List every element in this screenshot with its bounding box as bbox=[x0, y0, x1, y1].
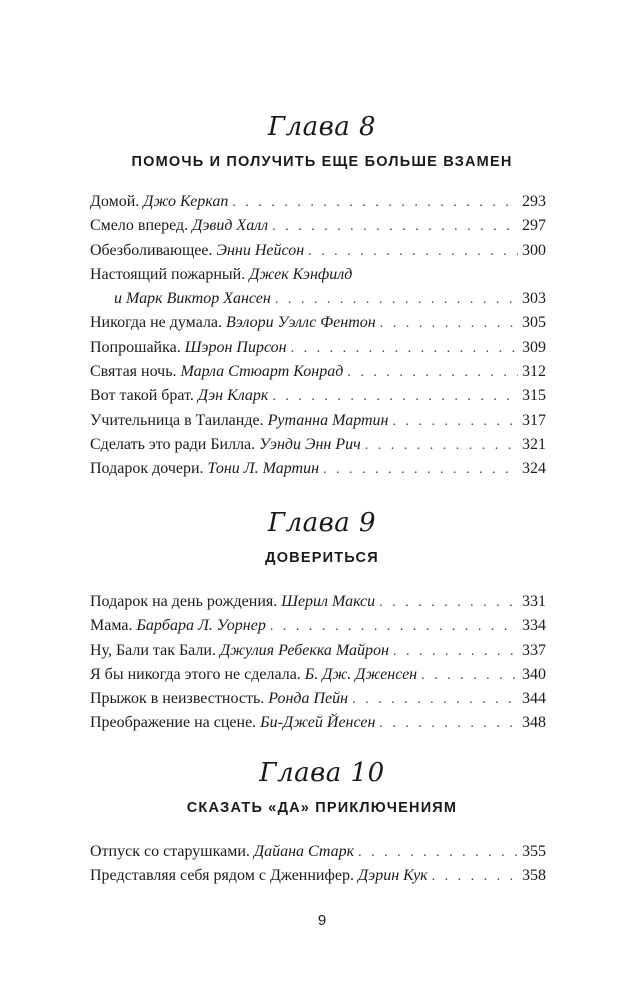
toc-entry[interactable] bbox=[90, 192, 546, 216]
entry-title: Смело вперед. bbox=[90, 217, 189, 235]
entry-page: 324 bbox=[522, 460, 546, 478]
dot-leader bbox=[308, 242, 518, 262]
entry-author: Джулия Ребекка Майрон bbox=[219, 641, 389, 659]
entry-author: Б. Дж. Дженсен bbox=[304, 665, 418, 683]
toc-entry[interactable] bbox=[90, 241, 546, 265]
toc-entry[interactable] bbox=[90, 592, 546, 616]
entry-author: Джек Кэнфилд bbox=[249, 265, 353, 283]
dot-leader bbox=[379, 593, 518, 613]
toc-entry[interactable] bbox=[90, 641, 546, 665]
toc-entry[interactable] bbox=[90, 386, 546, 410]
entry-page: 344 bbox=[522, 690, 546, 708]
entry-page: 303 bbox=[522, 289, 546, 307]
entry-title: Обезболивающее. bbox=[90, 241, 213, 259]
entry-author: Рутанна Мартин bbox=[267, 411, 389, 429]
entry-page: 300 bbox=[522, 241, 546, 259]
entry-title: Отпуск со старушками. bbox=[90, 843, 250, 860]
entry-page: 348 bbox=[522, 714, 546, 732]
entry-author: Шерил Макси bbox=[281, 593, 376, 610]
toc-entry[interactable] bbox=[90, 866, 546, 890]
toc-entry[interactable] bbox=[90, 265, 546, 314]
entry-author: Шэрон Пирсон bbox=[184, 338, 287, 356]
toc-entry[interactable] bbox=[90, 362, 546, 386]
toc-entry[interactable] bbox=[90, 313, 546, 337]
entry-author: Дэрин Кук bbox=[357, 867, 428, 885]
page-number: 9 bbox=[317, 912, 327, 929]
entry-page: 309 bbox=[522, 338, 546, 356]
toc-entry[interactable] bbox=[90, 713, 546, 737]
entry-author: Энни Нейсон bbox=[216, 241, 305, 259]
entry-title: Учительница в Таиланде. bbox=[90, 411, 264, 429]
entry-page: 334 bbox=[522, 617, 546, 635]
entry-author: Вэлори Уэллс Фентон bbox=[226, 314, 376, 332]
entry-page: 293 bbox=[522, 193, 546, 210]
entry-title: Попрошайка. bbox=[90, 338, 181, 356]
dot-leader bbox=[291, 339, 518, 359]
entry-author-continued: и Марк Виктор Хансен bbox=[114, 289, 271, 307]
dot-leader bbox=[352, 690, 518, 710]
entry-page: 358 bbox=[522, 867, 546, 885]
entry-title: Я бы никогда этого не сделала. bbox=[90, 665, 301, 683]
dot-leader bbox=[380, 314, 518, 334]
entry-title: Прыжок в неизвестность. bbox=[90, 690, 265, 708]
dot-leader bbox=[393, 642, 518, 662]
toc-entry[interactable] bbox=[90, 411, 546, 435]
entry-title: Домой. bbox=[90, 193, 140, 210]
entry-author: Дэн Кларк bbox=[197, 387, 269, 405]
entry-title: Подарок на день рождения. bbox=[90, 593, 278, 610]
dot-leader bbox=[275, 290, 518, 310]
entry-page: 317 bbox=[522, 411, 546, 429]
entry-page: 312 bbox=[522, 363, 546, 381]
entry-page: 337 bbox=[522, 641, 546, 659]
entry-title: Подарок дочери. bbox=[90, 460, 204, 478]
chapter-10-toc bbox=[90, 842, 546, 891]
entry-author: Би-Джей Йенсен bbox=[260, 714, 376, 732]
entry-title: Ну, Бали так Бали. bbox=[90, 641, 216, 659]
entry-page: 297 bbox=[522, 217, 546, 235]
toc-entry[interactable] bbox=[90, 665, 546, 689]
toc-entry[interactable] bbox=[90, 459, 546, 483]
dot-leader bbox=[347, 363, 518, 383]
entry-author: Дайана Старк bbox=[253, 843, 355, 860]
entry-title: Мама. bbox=[90, 617, 133, 635]
chapter-9-toc bbox=[90, 592, 546, 738]
dot-leader bbox=[272, 387, 518, 407]
entry-author: Уэнди Энн Рич bbox=[259, 435, 361, 453]
entry-page: 331 bbox=[522, 593, 546, 610]
entry-title: Представляя себя рядом с Дженнифер. bbox=[90, 867, 354, 885]
toc-entry[interactable] bbox=[90, 216, 546, 240]
entry-page: 340 bbox=[522, 665, 546, 683]
dot-leader bbox=[323, 460, 518, 480]
chapter-9-title: Глава 9 bbox=[267, 508, 377, 538]
chapter-8-subtitle: ПОМОЧЬ И ПОЛУЧИТЬ ЕЩЕ БОЛЬШЕ ВЗАМЕН bbox=[131, 154, 513, 170]
dot-leader bbox=[421, 666, 518, 686]
toc-entry[interactable] bbox=[90, 689, 546, 713]
entry-author: Барбара Л. Уорнер bbox=[136, 617, 266, 635]
dot-leader bbox=[358, 843, 518, 863]
toc-entry[interactable] bbox=[90, 616, 546, 640]
dot-leader bbox=[232, 193, 518, 213]
entry-author: Джо Керкап bbox=[143, 193, 229, 210]
chapter-10-subtitle: СКАЗАТЬ «ДА» ПРИКЛЮЧЕНИЯМ bbox=[186, 800, 458, 816]
entry-title: Настоящий пожарный. bbox=[90, 265, 246, 283]
entry-author: Марла Стюарт Конрад bbox=[180, 363, 344, 381]
entry-page: 355 bbox=[522, 843, 546, 860]
entry-title: Преображение на сцене. bbox=[90, 714, 257, 732]
dot-leader bbox=[365, 436, 518, 456]
entry-title: Никогда не думала. bbox=[90, 314, 223, 332]
toc-entry[interactable] bbox=[90, 842, 546, 866]
dot-leader bbox=[270, 617, 518, 637]
chapter-8-title: Глава 8 bbox=[267, 112, 377, 142]
dot-leader bbox=[272, 217, 518, 237]
entry-author: Ронда Пейн bbox=[268, 690, 349, 708]
dot-leader bbox=[379, 714, 518, 734]
dot-leader bbox=[392, 412, 518, 432]
entry-author: Тони Л. Мартин bbox=[207, 460, 320, 478]
chapter-8-toc bbox=[90, 192, 546, 484]
toc-entry[interactable] bbox=[90, 435, 546, 459]
entry-page: 305 bbox=[522, 314, 546, 332]
entry-title: Сделать это ради Билла. bbox=[90, 435, 256, 453]
dot-leader bbox=[432, 867, 518, 887]
entry-page: 315 bbox=[522, 387, 546, 405]
entry-page: 321 bbox=[522, 435, 546, 453]
chapter-10-title: Глава 10 bbox=[259, 758, 385, 788]
entry-title: Вот такой брат. bbox=[90, 387, 194, 405]
entry-author: Дэвид Халл bbox=[192, 217, 269, 235]
toc-entry[interactable] bbox=[90, 338, 546, 362]
entry-title: Святая ночь. bbox=[90, 363, 177, 381]
chapter-9-subtitle: ДОВЕРИТЬСЯ bbox=[265, 550, 379, 566]
